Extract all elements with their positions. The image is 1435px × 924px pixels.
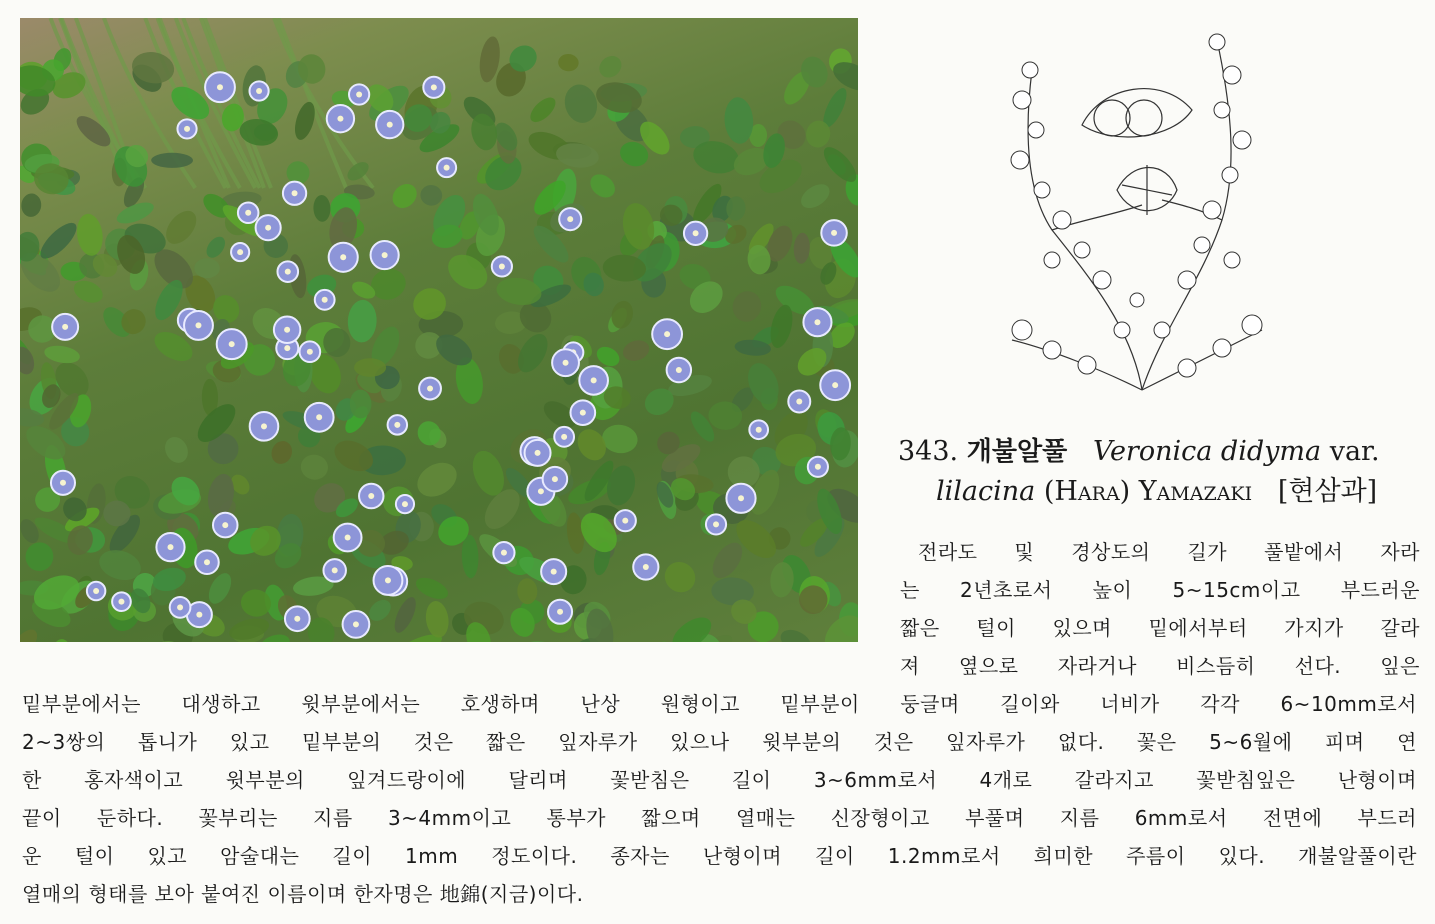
flower-center — [535, 450, 541, 456]
leaf — [35, 218, 82, 264]
flower-center — [177, 604, 183, 610]
leaf — [20, 193, 42, 218]
flower-center — [337, 116, 343, 122]
leaf — [797, 179, 834, 213]
flower-center — [402, 501, 408, 507]
flower-center — [796, 398, 802, 404]
flower-center — [580, 410, 586, 416]
leaf — [347, 299, 378, 343]
leaf — [203, 233, 229, 261]
leaf — [227, 615, 271, 642]
body-line: 전라도 및 경상도의 길가 풀밭에서 자라 — [918, 540, 1420, 564]
flower-center — [499, 263, 505, 269]
leaf — [388, 179, 422, 213]
leaf — [23, 540, 57, 574]
botanical-line-drawing — [992, 30, 1282, 402]
leaf — [151, 153, 193, 168]
body-line: 밑부분에서는 대생하고 윗부분에서는 호생하며 난상 원형이고 밑부분이 둥글며 길이와 너비가 각각 6~10mm로서 — [22, 692, 1417, 716]
leaf — [390, 594, 420, 635]
leaf — [586, 170, 620, 203]
leaf — [43, 343, 81, 365]
leaf — [204, 570, 236, 608]
flower-center — [427, 386, 433, 392]
body-line: 져 옆으로 자라거나 비스듬히 선다. 잎은 — [900, 654, 1420, 678]
flower-center — [551, 569, 557, 575]
flower-center — [394, 422, 400, 428]
flower-center — [431, 84, 437, 90]
flower-center — [284, 345, 290, 351]
flower-center — [285, 269, 291, 275]
flower-center — [676, 367, 682, 373]
flower-center — [345, 535, 351, 541]
leaf — [777, 625, 815, 642]
flower-center — [814, 319, 820, 325]
variety-name: lilacina — [936, 476, 1036, 507]
leaf — [413, 574, 451, 604]
leaf — [729, 288, 765, 325]
body-line: 는 2년초로서 높이 5~15cm이고 부드러운 — [900, 578, 1420, 602]
flower-center — [557, 609, 563, 615]
leaf — [367, 264, 410, 304]
flower-center — [552, 476, 558, 482]
flower-center — [356, 91, 362, 97]
flower-center — [245, 210, 251, 216]
flower-center — [693, 230, 699, 236]
body-line: 열매의 형태를 보아 붙여진 이름이며 한자명은 地錦(지금)이다. — [22, 882, 584, 906]
flower-center — [294, 616, 300, 622]
leaf — [600, 422, 639, 455]
flower-center — [196, 612, 202, 618]
flower-center — [204, 559, 210, 565]
leaf — [160, 205, 202, 249]
leaf — [424, 600, 451, 639]
flower-center — [322, 297, 328, 303]
flower-center — [713, 521, 719, 527]
leaf — [20, 625, 42, 642]
flower-center — [368, 493, 374, 499]
leaf — [161, 433, 193, 467]
family-name: [현삼과] — [1277, 476, 1378, 507]
leaf — [194, 258, 220, 279]
body-line: 짧은 털이 있으며 밑에서부터 가지가 갈라 — [900, 616, 1420, 640]
leaf — [354, 358, 386, 377]
flower-center — [501, 550, 507, 556]
leaf — [521, 637, 568, 642]
scientific-name: Veronica didyma — [1092, 436, 1322, 467]
leaf — [707, 537, 748, 583]
body-line: 운 털이 있고 암술대는 길이 1mm 정도이다. 종자는 난형이며 길이 1.2mm로서 희미한 주름이 있다. 개불알풀이란 — [22, 844, 1417, 868]
flower-center — [353, 621, 359, 627]
flower-center — [591, 377, 597, 383]
flower-center — [195, 322, 201, 328]
flower-center — [563, 360, 569, 366]
flower-center — [444, 165, 450, 171]
leaf — [70, 276, 106, 306]
flower-center — [832, 382, 838, 388]
flower-center — [284, 327, 290, 333]
flower-center — [217, 84, 223, 90]
flower-center — [168, 544, 174, 550]
veronica-photo-illustration — [20, 18, 858, 642]
flower-center — [292, 190, 298, 196]
flower-center — [261, 423, 267, 429]
leaf — [419, 183, 444, 207]
flower-center — [756, 427, 762, 433]
flower-center — [622, 518, 628, 524]
leaf — [620, 337, 652, 364]
flower-center — [332, 567, 338, 573]
flower-center — [815, 464, 821, 470]
leaf — [659, 556, 702, 599]
korean-name: 개불알풀 — [966, 437, 1068, 467]
leaf — [461, 534, 479, 578]
leaf — [558, 53, 580, 72]
flower-center — [62, 324, 68, 330]
flower-center — [385, 577, 391, 583]
flower-center — [229, 341, 235, 347]
leaf — [268, 438, 295, 467]
flower-center — [382, 252, 388, 258]
flower-center — [118, 599, 124, 605]
entry-number: 343. — [898, 436, 959, 467]
body-line: 2~3쌍의 톱니가 있고 밑부분의 것은 짧은 잎자루가 있으나 윗부분의 것은 잎자루가 없다. 꽃은 5~6월에 피며 연 — [22, 730, 1417, 754]
flower-center — [664, 331, 670, 337]
flower-center — [93, 588, 99, 594]
flower-center — [316, 414, 322, 420]
plant-photo — [20, 18, 858, 642]
body-line: 끝이 둔하다. 꽃부리는 지름 3~4mm이고 통부가 짧으며 열매는 신장형이고 부풀며 지름 6mm로서 전면에 부드러 — [22, 806, 1417, 830]
flower-center — [387, 122, 393, 128]
flower-center — [831, 230, 837, 236]
leaf — [793, 232, 811, 264]
flower-center — [567, 216, 573, 222]
flower-center — [643, 564, 649, 570]
flower-center — [538, 488, 544, 494]
leaf — [75, 212, 106, 257]
flower-center — [307, 349, 313, 355]
leaf — [526, 93, 560, 126]
flower-center — [738, 495, 744, 501]
flower-center — [60, 480, 66, 486]
flower-center — [256, 88, 262, 94]
flower-center — [265, 225, 271, 231]
leaf — [560, 81, 601, 127]
leaf — [818, 142, 858, 187]
leaf — [299, 452, 331, 482]
author-name: (Hara) Yamazaki — [1043, 476, 1253, 507]
leaf — [411, 456, 463, 504]
flower-center — [222, 522, 228, 528]
leaf — [53, 639, 70, 642]
flower-center — [237, 249, 243, 255]
leaf — [595, 52, 626, 83]
leaf — [313, 195, 331, 222]
flower-center — [184, 126, 190, 132]
flower-center — [340, 254, 346, 260]
flower-center — [561, 434, 567, 440]
leaf — [20, 344, 38, 377]
body-line: 한 홍자색이고 윗부분의 잎겨드랑이에 달리며 꽃받침은 길이 3~6mm로서 4개로 갈라지고 꽃받침잎은 난형이며 — [22, 768, 1417, 792]
var-label: var. — [1329, 436, 1380, 467]
